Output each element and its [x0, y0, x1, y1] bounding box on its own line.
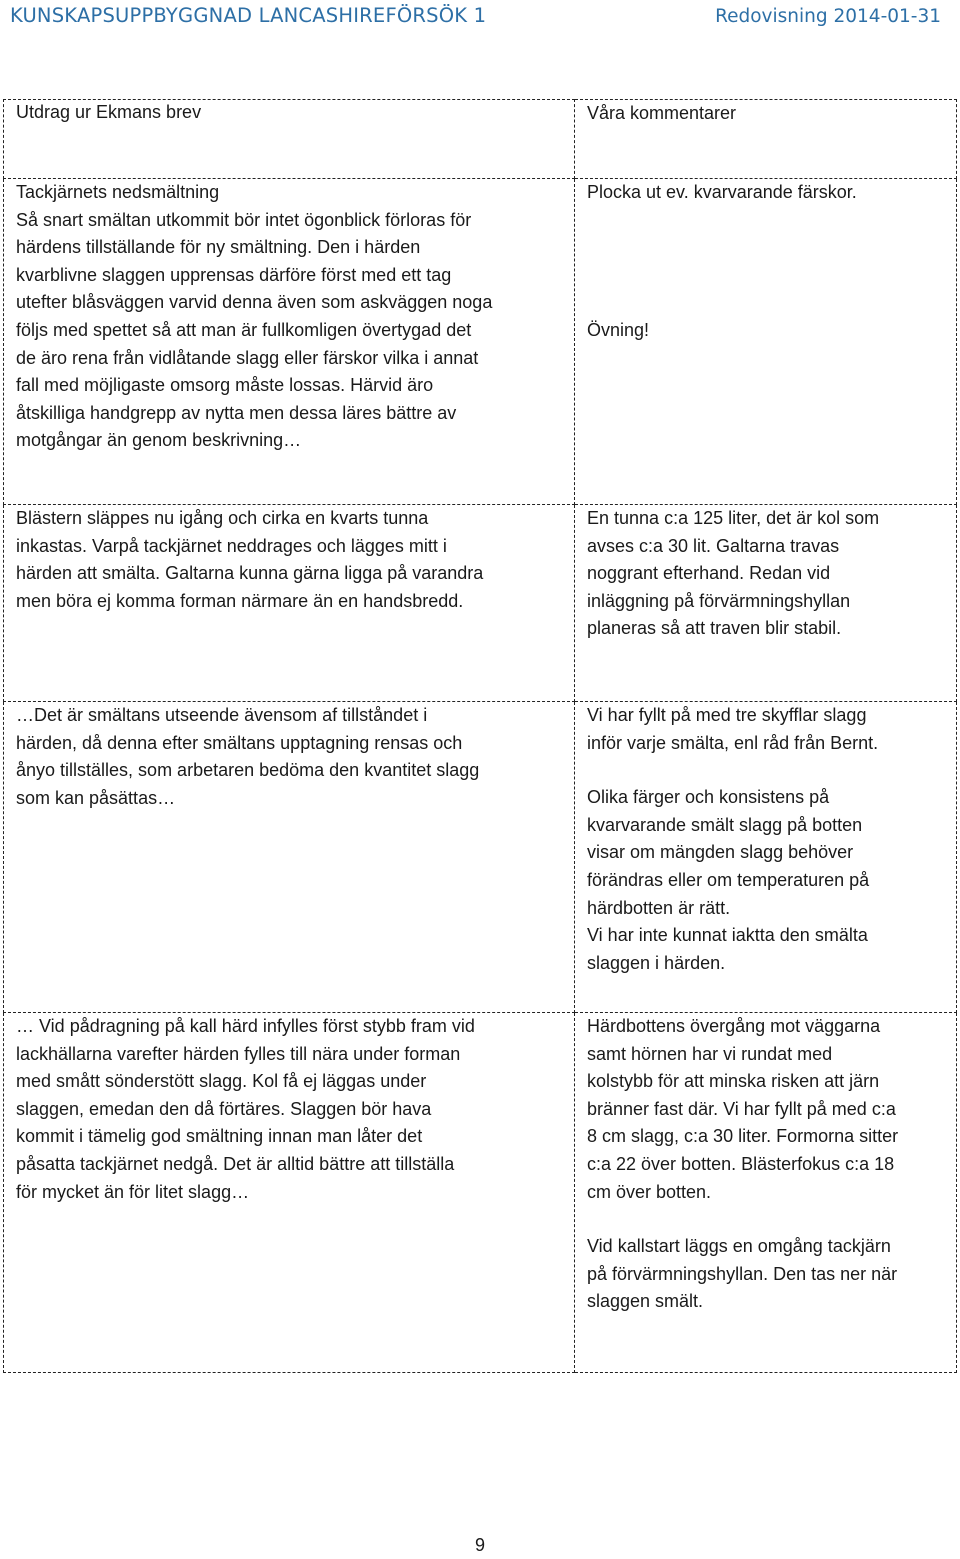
text-line: visar om mängden slagg behöver: [587, 842, 854, 863]
document-title: KUNSKAPSUPPBYGGNAD LANCASHIREFÖRSÖK 1: [10, 4, 487, 27]
column-heading-letter-text: Utdrag ur Ekmans brev: [16, 102, 202, 122]
letter-excerpt-cell: [4, 702, 575, 1013]
text-line: kvarvarande smält slagg på botten: [587, 814, 863, 835]
paragraph-gap: [587, 1206, 944, 1233]
text-line: Så snart smältan utkommit bör intet ögonblick förloras för: [16, 209, 472, 230]
text-line: samt hörnen har vi rundat med: [587, 1043, 833, 1064]
table-row: [4, 1013, 957, 1373]
text-line: Olika färger och konsistens på: [587, 787, 830, 808]
text-line: inläggning på förvärmningshyllan: [587, 590, 851, 611]
comment-cell: [575, 505, 957, 702]
table-row: [4, 179, 957, 505]
text-line: bränner fast där. Vi har fyllt på med c:a: [587, 1098, 896, 1119]
text-line: slaggen smält.: [587, 1291, 704, 1312]
column-heading-comments-text: Våra kommentarer: [587, 103, 737, 123]
text-line: ånyo tillställes, som arbetaren bedöma den kvantitet slagg: [16, 760, 480, 781]
text-line: kolstybb för att minska risken att järn: [587, 1071, 880, 1092]
text-line: på förvärmningshyllan. Den tas ner när: [587, 1263, 898, 1284]
text-line: slaggen, emedan den då förtäres. Slaggen bör hava: [16, 1098, 432, 1119]
table-row: [4, 702, 957, 1013]
text-line: de äro rena från vidlåtande slagg eller färskor vilka i annat: [16, 347, 479, 368]
text-line: c:a 22 över botten. Blästerfokus c:a 18: [587, 1153, 895, 1174]
text-line: avses c:a 30 lit. Galtarna travas: [587, 535, 840, 556]
text-line: följs med spettet så att man är fullkomligen övertygad det: [16, 319, 472, 340]
text-line: lackhällarna varefter härden fylles till nära under forman: [16, 1043, 461, 1064]
text-line: … Vid pådragning på kall härd infylles först stybb fram vid: [16, 1016, 475, 1036]
text-line: med smått sönderstött slagg. Kol få ej läggas under: [16, 1071, 427, 1092]
text-line: En tunna c:a 125 liter, det är kol som: [587, 508, 880, 528]
letter-comments-table: [3, 99, 957, 1373]
text-line: motgångar än genom beskrivning…: [16, 430, 302, 451]
text-line: påsatta tackjärnet nedgå. Det är alltid bättre att tillställa: [16, 1153, 455, 1174]
text-line: kommit i tämelig god smältning innan man låter det: [16, 1126, 423, 1147]
text-line: som kan påsättas…: [16, 787, 176, 808]
text-line: kvarblivne slaggen upprensas därföre först med ett tag: [16, 264, 452, 285]
paragraph-gap: [587, 207, 944, 317]
text-line: utefter blåsväggen varvid denna även som askväggen noga: [16, 292, 493, 313]
text-line: Tackjärnets nedsmältning: [16, 182, 220, 202]
text-line: 8 cm slagg, c:a 30 liter. Formorna sitter: [587, 1126, 899, 1147]
report-date: Redovisning 2014-01-31: [715, 6, 941, 27]
text-line: förändras eller om temperaturen på: [587, 869, 870, 890]
text-line: härdens tillställande för ny smältning. Den i härden: [16, 237, 421, 258]
paragraph-gap: [587, 757, 944, 784]
text-line: Vi har inte kunnat iaktta den smälta: [587, 925, 868, 946]
text-line: Blästern släppes nu igång och cirka en kvarts tunna: [16, 508, 429, 528]
text-line: slaggen i härden.: [587, 952, 726, 973]
text-line: cm över botten.: [587, 1181, 712, 1202]
text-line: Vi har fyllt på med tre skyfflar slagg: [587, 705, 867, 725]
text-line: härdbotten är rätt.: [587, 897, 731, 918]
text-line: noggrant efterhand. Redan vid: [587, 563, 831, 584]
text-line: Övning!: [587, 319, 650, 340]
text-line: fall med möjligaste omsorg måste lossas. Härvid äro: [16, 375, 434, 396]
text-line: för mycket än för litet slagg…: [16, 1181, 250, 1202]
comment-cell: [575, 702, 957, 1013]
text-line: inför varje smälta, enl råd från Bernt.: [587, 732, 879, 753]
letter-excerpt-cell: [4, 179, 575, 505]
table-row: [4, 505, 957, 702]
text-line: åtskilliga handgrepp av nytta men dessa läres bättre av: [16, 402, 457, 423]
text-line: men böra ej komma forman närmare än en handsbredd.: [16, 590, 464, 611]
column-heading-letter: [4, 100, 575, 179]
table-header-row: [4, 100, 957, 179]
text-line: Härdbottens övergång mot väggarna: [587, 1016, 881, 1036]
letter-excerpt-cell: [4, 505, 575, 702]
comment-cell: [575, 1013, 957, 1373]
text-line: härden att smälta. Galtarna kunna gärna ligga på varandra: [16, 563, 484, 584]
text-line: Plocka ut ev. kvarvarande färskor.: [587, 182, 857, 202]
text-line: …Det är smältans utseende ävensom af tillståndet i: [16, 705, 428, 725]
column-heading-comments: [575, 100, 957, 179]
text-line: Vid kallstart läggs en omgång tackjärn: [587, 1236, 891, 1257]
comment-cell: [575, 179, 957, 505]
page-header: [0, 4, 960, 40]
text-line: härden, då denna efter smältans upptagning rensas och: [16, 732, 463, 753]
text-line: planeras så att traven blir stabil.: [587, 618, 842, 639]
page-number: 9: [474, 1535, 485, 1555]
text-line: inkastas. Varpå tackjärnet neddrages och lägges mitt i: [16, 535, 447, 556]
letter-excerpt-cell: [4, 1013, 575, 1373]
